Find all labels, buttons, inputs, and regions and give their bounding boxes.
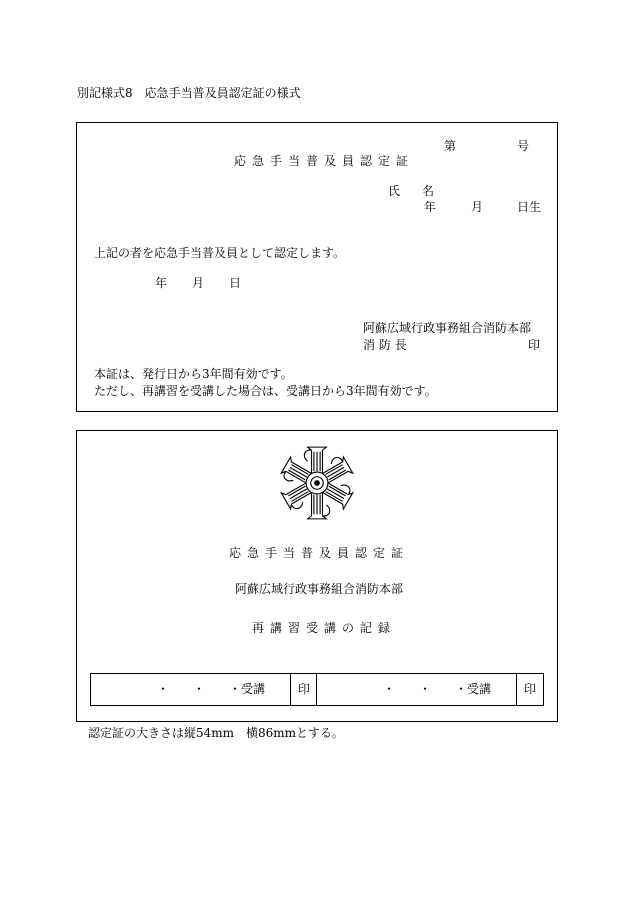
- record-date-text: ・ ・ ・受講: [383, 682, 492, 696]
- record-cell-date: [317, 674, 517, 705]
- record-table: [90, 673, 544, 706]
- certification-statement: 上記の者を応急手当普及員として認定します。: [94, 246, 346, 260]
- seal-mark: 印: [528, 338, 541, 352]
- record-seal: 印: [524, 682, 537, 696]
- validity-note-renewal: ただし、再講習を受講した場合は、受講日から3年間有効です。: [94, 384, 437, 398]
- number-dai: 第: [444, 139, 457, 153]
- page-heading: 別記様式8 応急手当普及員認定証の様式: [77, 86, 301, 100]
- certificate-back: [76, 430, 558, 722]
- date-day: 日: [229, 276, 242, 290]
- validity-note: 本証は、発行日から3年間有効です。: [94, 367, 293, 381]
- front-title: 応急手当普及員認定証: [234, 154, 415, 168]
- record-cell-date: [91, 674, 291, 705]
- date-month: 月: [192, 276, 205, 290]
- name-label-mei: 名: [422, 184, 435, 198]
- date-year: 年: [155, 276, 168, 290]
- record-cell-seal: [291, 674, 317, 705]
- record-seal: 印: [298, 682, 311, 696]
- back-organization: 阿蘇広域行政事務組合消防本部: [235, 582, 404, 596]
- size-footnote: 認定証の大きさは縦54mm 横86mmとする。: [88, 726, 345, 740]
- certificate-front: [76, 122, 558, 412]
- issuer-title: 消 防 長: [363, 338, 407, 352]
- issuer-organization: 阿蘇広域行政事務組合消防本部: [363, 321, 532, 335]
- birth-day: 日生: [517, 200, 542, 214]
- birth-year: 年: [424, 200, 437, 214]
- number-go: 号: [517, 139, 530, 153]
- name-label-shi: 氏: [388, 184, 401, 198]
- record-date-text: ・ ・ ・受講: [157, 682, 266, 696]
- back-title: 応急手当普及員認定証: [229, 546, 410, 560]
- record-title: 再講習受講の記録: [252, 621, 397, 635]
- birth-month: 月: [471, 200, 484, 214]
- fire-department-emblem: [278, 444, 356, 522]
- record-cell-seal: [517, 674, 543, 705]
